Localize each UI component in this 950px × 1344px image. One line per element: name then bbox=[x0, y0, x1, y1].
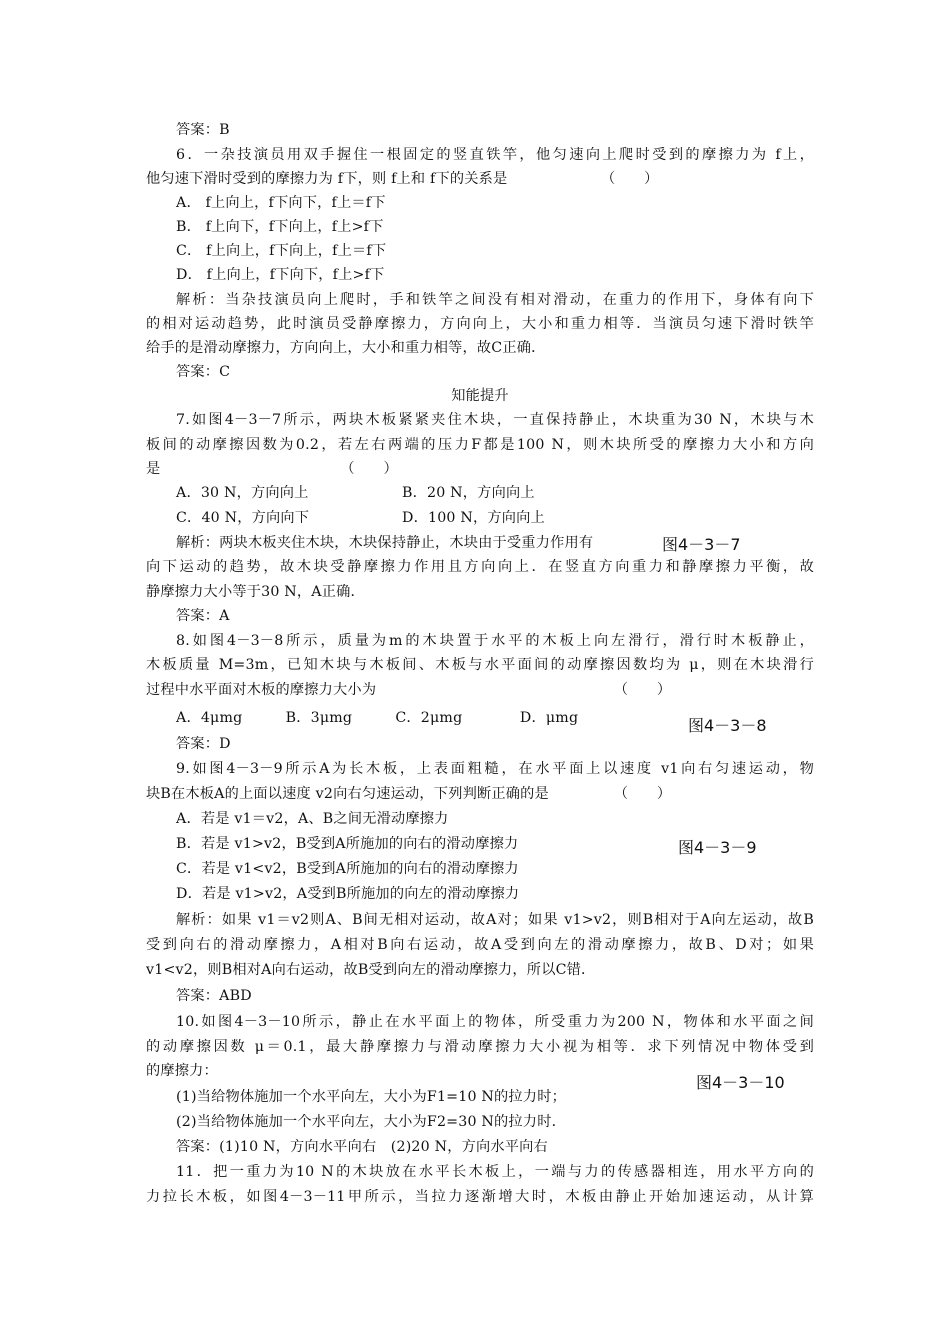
answer-10: 答案：(1)10 N，方向水平向右 (2)20 N，方向水平向右 bbox=[176, 1139, 548, 1155]
figure-label-4-3-7: 图4－3－7 bbox=[662, 535, 741, 554]
q9-stem-2: 块B在木板A的上面以速度 v2向右匀速运动，下列判断正确的是 （ ） bbox=[146, 786, 672, 802]
figure-label-4-3-10: 图4－3－10 bbox=[696, 1073, 785, 1092]
q9-analysis-3: v1<v2，则B相对A向右运动，故B受到向左的滑动摩擦力，所以C错． bbox=[146, 962, 596, 978]
q10-stem-3: 的摩擦力： bbox=[146, 1063, 218, 1079]
q8-stem-2: 木板质量 M=3m，已知木块与木板间、木板与水平面间的动摩擦因数均为 μ，则在木块滑行 bbox=[146, 657, 814, 673]
answer-7: 答案：A bbox=[176, 608, 230, 624]
q8-options: A．4μmg B．3μmg C．2μmg D．μmg bbox=[176, 710, 579, 726]
q9-option-c: C．若是 v1<v2，B受到A所施加的向右的滑动摩擦力 bbox=[176, 861, 519, 877]
q6-option-d: D． f上向上，f下向下，f上>f下 bbox=[176, 267, 385, 283]
q7-option-d: D．100 N，方向向上 bbox=[402, 510, 545, 526]
q10-part-1: (1)当给物体施加一个水平向左，大小为F1=10 N的拉力时； bbox=[176, 1089, 566, 1105]
section-heading: 知能提升 bbox=[451, 388, 509, 404]
q6-analysis-3: 给手的是滑动摩擦力，方向向上，大小和重力相等，故C正确． bbox=[146, 340, 546, 356]
q10-stem-1: 10.如图4－3－10所示，静止在水平面上的物体，所受重力为200 N，物体和水平面之间 bbox=[176, 1014, 814, 1030]
q7-option-b: B．20 N，方向向上 bbox=[402, 485, 535, 501]
q6-option-a: A． f上向上，f下向下，f上＝f下 bbox=[176, 195, 386, 211]
q7-stem-3: 是 （ ） bbox=[146, 461, 398, 477]
q6-stem-1: 6．一杂技演员用双手握住一根固定的竖直铁竿，他匀速向上爬时受到的摩擦力为 f上， bbox=[176, 147, 814, 163]
answer-5: 答案：B bbox=[176, 122, 230, 138]
q11-stem-2: 力拉长木板，如图4－3－11甲所示，当拉力逐渐增大时，木板由静止开始加速运动，从计算 bbox=[146, 1189, 814, 1205]
q9-stem-1: 9.如图4－3－9所示A为长木板，上表面粗糙，在水平面上以速度 v1向右匀速运动，物 bbox=[176, 761, 814, 777]
q7-analysis-3: 静摩擦力大小等于30 N，A正确． bbox=[146, 584, 365, 600]
q6-analysis-1: 解析：当杂技演员向上爬时，手和铁竿之间没有相对滑动，在重力的作用下，身体有向下 bbox=[176, 292, 814, 308]
q11-stem-1: 11．把一重力为10 N的木块放在水平长木板上，一端与力的传感器相连，用水平方向的 bbox=[176, 1164, 814, 1180]
q6-option-b: B． f上向下，f下向上，f上>f下 bbox=[176, 219, 384, 235]
q6-option-c: C． f上向上，f下向上，f上＝f下 bbox=[176, 243, 387, 259]
q9-option-a: A．若是 v1＝v2，A、B之间无滑动摩擦力 bbox=[176, 811, 449, 827]
q8-stem-3: 过程中水平面对木板的摩擦力大小为 （ ） bbox=[146, 682, 672, 698]
answer-9: 答案：ABD bbox=[176, 988, 252, 1004]
q9-analysis-1: 解析：如果 v1＝v2则A、B间无相对运动，故A对；如果 v1>v2，则B相对于A向左运动，故B bbox=[176, 912, 814, 928]
q6-stem-2: 他匀速下滑时受到的摩擦力为 f下，则 f上和 f下的关系是 （ ） bbox=[146, 171, 659, 187]
q7-stem-1: 7.如图4－3－7所示，两块木板紧紧夹住木块，一直保持静止，木块重为30 N，木块与木 bbox=[176, 412, 814, 428]
q9-analysis-2: 受到向右的滑动摩擦力，A相对B向右运动，故A受到向左的滑动摩擦力，故B、D对；如果 bbox=[146, 937, 814, 953]
q6-analysis-2: 的相对运动趋势，此时演员受静摩擦力，方向向上，大小和重力相等．当演员匀速下滑时铁竿 bbox=[146, 316, 814, 332]
answer-6: 答案：C bbox=[176, 364, 231, 380]
q7-analysis-2: 向下运动的趋势，故木块受静摩擦力作用且方向向上．在竖直方向重力和静摩擦力平衡，故 bbox=[146, 559, 814, 575]
q8-stem-1: 8.如图4－3－8所示，质量为m的木块置于水平的木板上向左滑行，滑行时木板静止， bbox=[176, 633, 814, 649]
figure-label-4-3-8: 图4－3－8 bbox=[688, 716, 767, 735]
q7-option-c: C．40 N，方向向下 bbox=[176, 510, 310, 526]
q7-option-a: A．30 N，方向向上 bbox=[176, 485, 309, 501]
q9-option-d: D．若是 v1>v2，A受到B所施加的向左的滑动摩擦力 bbox=[176, 886, 520, 902]
q9-option-b: B．若是 v1>v2，B受到A所施加的向右的滑动摩擦力 bbox=[176, 836, 519, 852]
q7-stem-2: 板间的动摩擦因数为0.2，若左右两端的压力F都是100 N，则木块所受的摩擦力大小和方向 bbox=[146, 437, 814, 453]
answer-8: 答案：D bbox=[176, 736, 231, 752]
q10-part-2: (2)当给物体施加一个水平向左，大小为F2=30 N的拉力时． bbox=[176, 1114, 566, 1130]
q7-analysis-1: 解析：两块木板夹住木块，木块保持静止，木块由于受重力作用有 bbox=[176, 535, 594, 551]
q10-stem-2: 的动摩擦因数 μ＝0.1，最大静摩擦力与滑动摩擦力大小视为相等．求下列情况中物体受到 bbox=[146, 1039, 814, 1055]
figure-label-4-3-9: 图4－3－9 bbox=[678, 838, 757, 857]
